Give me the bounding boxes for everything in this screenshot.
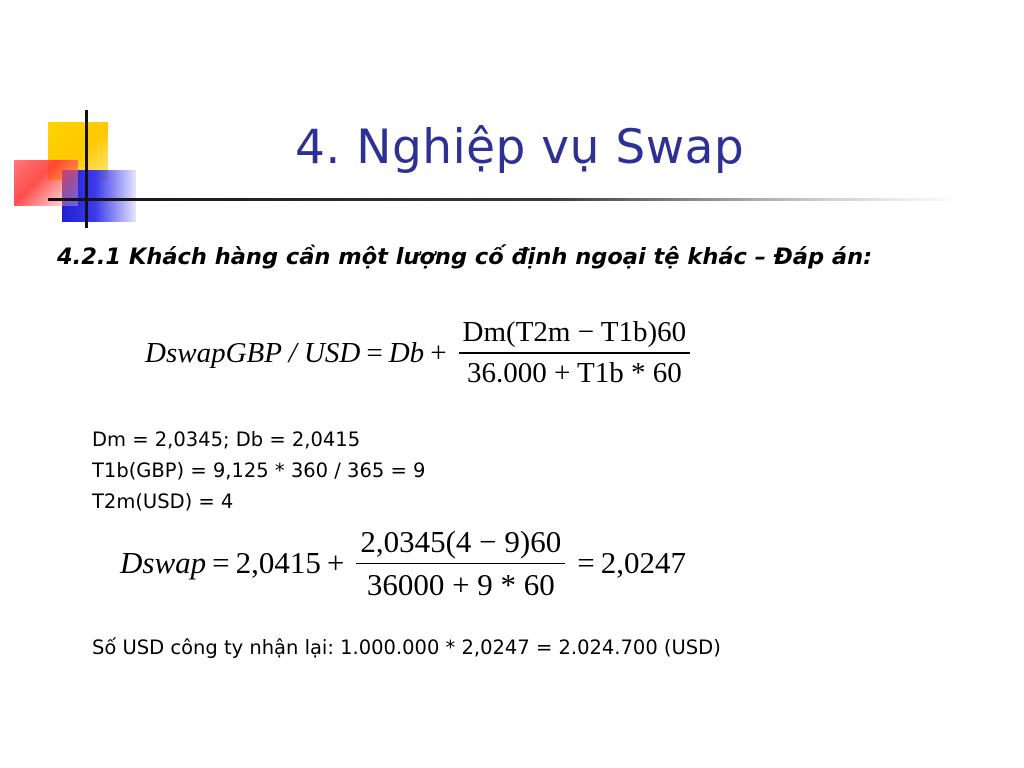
equals-sign: = (212, 545, 230, 581)
section-subtitle: 4.2.1 Khách hàng cần một lượng cố định ngoại tệ khác – Đáp án: (57, 244, 873, 270)
fraction-bar (356, 563, 565, 565)
calc-fraction (356, 524, 565, 603)
formula-lhs: DswapGBP / USD (145, 336, 361, 369)
slide-title: 4. Nghiệp vụ Swap (295, 120, 745, 175)
given-line-3: T2m(USD) = 4 (92, 490, 234, 513)
formula-fraction (459, 316, 691, 390)
title-underline (48, 198, 960, 201)
equals-sign: = (577, 545, 595, 581)
fraction-numerator: Dm(T2m − T1b)60 (462, 316, 687, 348)
formula-term: Db (388, 336, 425, 369)
given-line-2: T1b(GBP) = 9,125 * 360 / 365 = 9 (92, 459, 426, 482)
conclusion-line: Số USD công ty nhận lại: 1.000.000 * 2,0247 = 2.024.700 (USD) (92, 636, 721, 659)
calc-term: 2,0415 (235, 545, 321, 581)
plus-sign: + (430, 336, 447, 369)
vertical-rule (85, 110, 88, 228)
fraction-numerator: 2,0345(4 − 9)60 (360, 524, 562, 559)
given-line-1: Dm = 2,0345; Db = 2,0415 (92, 428, 361, 451)
fraction-bar (459, 352, 691, 354)
fraction-denominator: 36000 + 9 * 60 (366, 567, 555, 603)
swap-calculation (120, 524, 686, 603)
equals-sign: = (366, 336, 383, 369)
fraction-denominator: 36.000 + T1b * 60 (466, 356, 682, 389)
calc-result: 2,0247 (600, 545, 686, 581)
plus-sign: + (326, 545, 345, 581)
calc-lhs: Dswap (120, 545, 207, 581)
swap-formula (145, 316, 696, 390)
decorative-logo (0, 0, 140, 240)
